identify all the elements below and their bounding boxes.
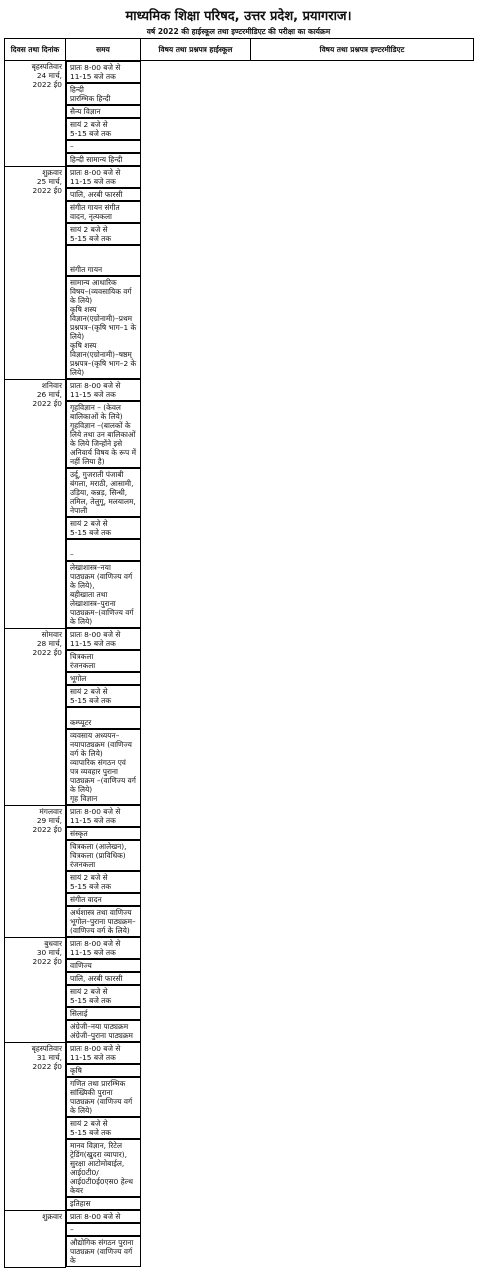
highschool-cell: सिलाई <box>66 1007 141 1020</box>
intermediate-cell: चित्रकला (आलेखन), चित्रकला (प्राविधिक) रंजनकला <box>66 840 141 871</box>
intermediate-cell: अंग्रेजी–नया पाठ्यक्रम अंग्रेजी–पुराना पाठ्यक्रम <box>66 1020 141 1042</box>
time-cell: प्रातः 8-00 बजे से 11-15 बजे तक <box>66 937 141 959</box>
date-label: 30 मार्च, <box>36 947 62 957</box>
highschool-cell: – <box>66 539 141 561</box>
table-row <box>5 937 474 985</box>
time-cell: प्रातः 8-00 बजे से <box>66 1210 141 1223</box>
day-label: मंगलवार <box>39 806 62 816</box>
intermediate-cell: अर्थशास्त्र तथा वाणिज्य भूगोल–पुराना पाठ्यक्रम– (वाणिज्य वर्ग के लिये) <box>66 906 141 937</box>
date-label: 24 मार्च, <box>36 71 62 80</box>
highschool-cell: हिन्दी प्रारम्भिक हिन्दी <box>66 83 141 105</box>
table-row <box>5 61 474 119</box>
time-cell: प्रातः 8-00 बजे से 11-15 बजे तक <box>66 379 141 401</box>
intermediate-cell: व्यवसाय अध्ययन–नयापाठ्यक्रम (वाणिज्य वर्ग के लिये) व्यापारिक संगठन एवं पत्र व्यवहार पुराना पाठ्यक्रम –(वाणिज्य वर्ग के लिये) गृह विज्ञान <box>66 729 141 805</box>
header-highschool: विषय तथा प्रश्नपत्र हाईस्कूल <box>141 39 251 61</box>
time-cell: सायं 2 बजे से 5-15 बजे तक <box>66 685 141 707</box>
intermediate-cell: संगीत गायन संगीत वादन, नृत्यकला <box>66 201 141 223</box>
date-label: 26 मार्च, <box>36 389 62 399</box>
date-label: 28 मार्च, <box>36 638 62 648</box>
year-label: 2022 ई0 <box>32 185 62 195</box>
day-label: बृहस्पतिवार <box>31 62 62 71</box>
time-cell: सायं 2 बजे से 5-15 बजे तक <box>66 871 141 893</box>
table-row <box>5 985 474 1042</box>
table-row <box>5 628 474 685</box>
date-cell <box>5 1042 66 1210</box>
date-label: 31 मार्च, <box>36 1052 62 1062</box>
day-label: सोमवार <box>41 629 62 639</box>
day-label: शनिवार <box>41 380 62 390</box>
date-cell <box>5 379 66 628</box>
table-row <box>5 379 474 517</box>
intermediate-cell: भूगोल <box>66 672 141 685</box>
time-cell: प्रातः 8-00 बजे से 11-15 बजे तक <box>66 628 141 650</box>
highschool-cell: कम्प्यूटर <box>66 707 141 729</box>
day-label: बुधवार <box>44 938 62 948</box>
header-time: समय <box>66 39 141 61</box>
intermediate-cell: सामान्य आधारिक विषय–(व्यवसायिक वर्ग के लिये) कृषि शस्य विज्ञान(एग्रोनामी)–प्रथम प्रश्नपत्र–(कृषि भाग–1 के लिये) कृषि शस्य विज्ञान(एग्रोनामी)–षष्ठम् प्रश्नपत्र–(कृषि भाग–2 के लिये) <box>66 276 141 379</box>
time-cell: सायं 2 बजे से 5-15 बजे तक <box>66 517 141 539</box>
date-label: 25 मार्च, <box>36 176 62 186</box>
intermediate-cell: लेखाशास्त्र–नया पाठ्यक्रम (वाणिज्य वर्ग के लिये), बहीखाता तथा लेखाशास्त्र–पुराना पाठ्यक्रम–(वाणिज्य वर्ग के लिये) <box>66 561 141 628</box>
highschool-cell: – <box>66 140 141 153</box>
highschool-cell: संगीत वादन <box>66 893 141 906</box>
intermediate-cell: गणित तथा प्रारम्भिक सांख्यिकी पुराना पाठ्यक्रम (वाणिज्य वर्ग के लिये) <box>66 1077 141 1117</box>
intermediate-cell: औद्योगिक संगठन पुराना पाठ्यक्रम (वाणिज्य वर्ग के <box>66 1236 141 1267</box>
time-cell: सायं 2 बजे से 5-15 बजे तक <box>66 985 141 1007</box>
table-row <box>5 1210 474 1267</box>
table-row <box>5 118 474 166</box>
time-cell: सायं 2 बजे से 5-15 बजे तक <box>66 118 141 140</box>
date-label: 29 मार्च, <box>36 815 62 825</box>
time-cell: प्रातः 8-00 बजे से 11-15 बजे तक <box>66 166 141 188</box>
date-cell <box>5 166 66 379</box>
time-cell: सायं 2 बजे से 5-15 बजे तक <box>66 1117 141 1139</box>
intermediate-cell: उर्दू, गुजराती पंजाबी बंगला, मराठी, आसामी, उड़िया, कन्नड़, सिन्धी, तमिल, तेलुगू, मलयालम, नेपाली <box>66 468 141 517</box>
time-cell: प्रातः 8-00 बजे से 11-15 बजे तक <box>66 1042 141 1064</box>
date-cell <box>5 61 66 167</box>
day-label: शुक्रवार <box>42 1211 62 1221</box>
time-cell: प्रातः 8-00 बजे से 11-15 बजे तक <box>66 805 141 827</box>
year-label: 2022 ई0 <box>32 824 62 834</box>
date-cell <box>5 937 66 1042</box>
date-cell <box>5 805 66 937</box>
intermediate-cell: सैन्य विज्ञान <box>66 105 141 118</box>
highschool-cell: गृहविज्ञान – (केवल बालिकाओं के लिये) गृहविज्ञान –(बालकों के लिये तथा उन बालिकाओं के लिये जिन्होंने इसे अनिवार्य विषय के रूप में नहीं लिया है) <box>66 401 141 468</box>
time-cell: प्रातः 8-00 बजे से 11-15 बजे तक <box>66 61 141 83</box>
year-label: 2022 ई0 <box>32 398 62 408</box>
year-label: 2022 ई0 <box>32 647 62 657</box>
highschool-cell: कृषि <box>66 1064 141 1077</box>
highschool-cell: पालि, अरबी फारसी <box>66 188 141 201</box>
highschool-cell: संस्कृत <box>66 827 141 840</box>
date-cell <box>5 628 66 805</box>
table-row <box>5 1042 474 1117</box>
intermediate-cell: पालि, अरबी फारसी <box>66 972 141 985</box>
year-label: 2022 ई0 <box>32 1061 62 1071</box>
header-day-date: दिवस तथा दिनांक <box>5 39 66 61</box>
table-row <box>5 517 474 628</box>
year-label: 2022 ई0 <box>32 956 62 966</box>
table-row <box>5 1117 474 1210</box>
table-row <box>5 805 474 871</box>
highschool-cell: संगीत गायन <box>66 245 141 276</box>
year-label: 2022 ई0 <box>32 80 62 89</box>
highschool-cell: मानव विज्ञान, रिटेल ट्रेडिंग(खुदरा व्यापार), सुरक्षा आटोमोबाईल, आई0टी0/ आई0टी0ई0एस0 हेल्थ केयर <box>66 1139 141 1197</box>
schedule-table <box>4 38 474 1268</box>
day-label: बृहस्पतिवार <box>31 1043 62 1053</box>
table-row <box>5 685 474 805</box>
date-cell <box>5 1210 66 1267</box>
highschool-cell: – <box>66 1223 141 1236</box>
table-row <box>5 871 474 937</box>
highschool-cell: वाणिज्य <box>66 959 141 972</box>
doc-title: माध्यमिक शिक्षा परिषद, उत्तर प्रदेश, प्रयागराज। <box>125 9 352 24</box>
table-row <box>5 223 474 379</box>
table-row <box>5 166 474 223</box>
doc-subtitle: वर्ष 2022 की हाईस्कूल तथा इण्टरमीडिएट की परीक्षा का कार्यक्रम <box>146 27 331 36</box>
intermediate-cell: हिन्दी सामान्य हिन्दी <box>66 153 141 166</box>
day-label: शुक्रवार <box>42 167 62 177</box>
intermediate-cell: इतिहास <box>66 1197 141 1210</box>
time-cell: सायं 2 बजे से 5-15 बजे तक <box>66 223 141 245</box>
header-intermediate: विषय तथा प्रश्नपत्र इण्टरमीडिएट <box>251 39 474 61</box>
header-row <box>5 39 474 61</box>
highschool-cell: चित्रकला रंजनकला <box>66 650 141 672</box>
